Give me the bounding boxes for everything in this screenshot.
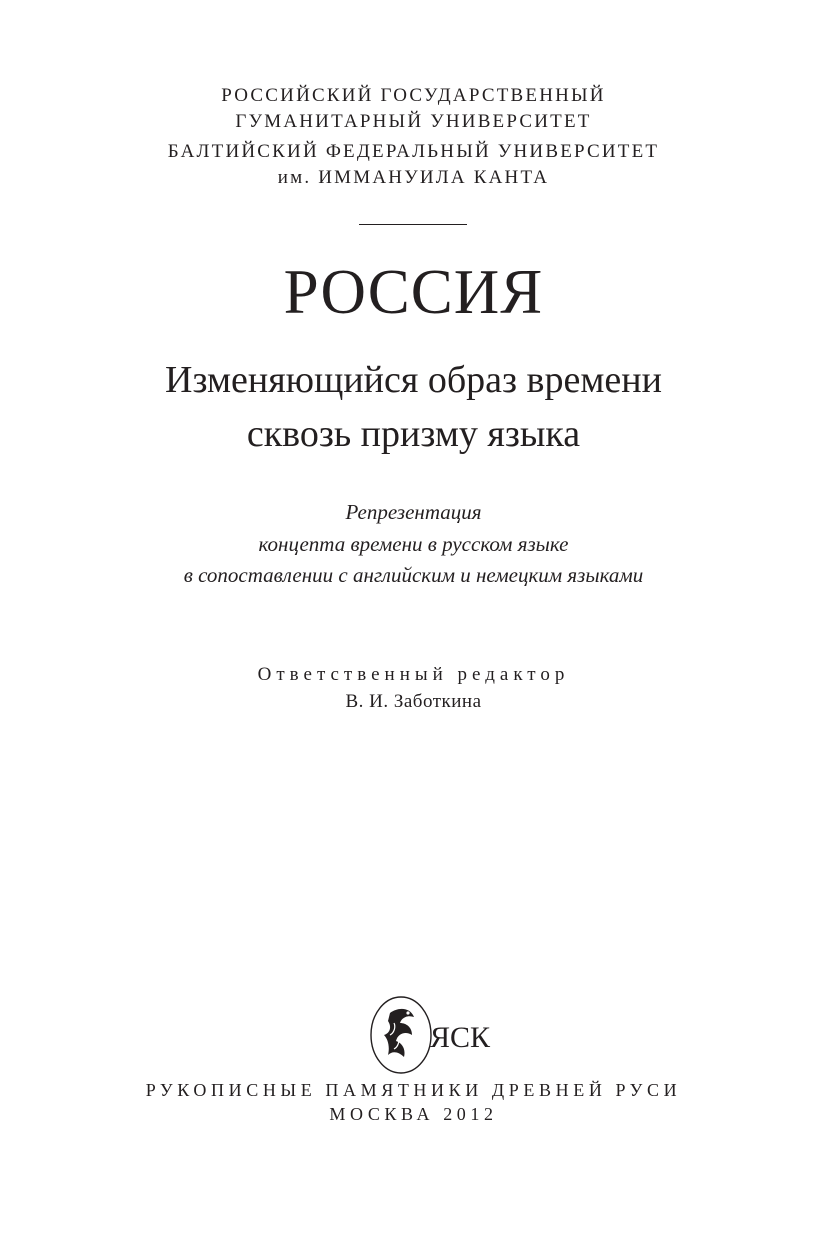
institution-line-2: ГУМАНИТАРНЫЙ УНИВЕРСИТЕТ	[235, 111, 592, 132]
subtitle-line-1: Изменяющийся образ времени	[165, 359, 662, 401]
description-line-3: в сопоставлении с английским и немецким языками	[183, 563, 644, 587]
subtitle-line-2: сквозь призму языка	[246, 413, 581, 455]
divider-rule	[359, 224, 467, 225]
description-line-1: Репрезентация	[345, 500, 482, 524]
svg-text:ЯСК: ЯСК	[430, 1021, 491, 1054]
institution-line-3: БАЛТИЙСКИЙ ФЕДЕРАЛЬНЫЙ УНИВЕРСИТЕТ	[167, 141, 660, 162]
book-title: РОССИЯ	[283, 257, 544, 327]
institution-line-4: им. ИММАНУИЛА КАНТА	[277, 167, 550, 188]
publisher-bird-emblem-icon	[368, 993, 491, 1077]
description-line-2: концепта времени в русском языке	[258, 532, 569, 556]
editor-name: В. И. Заботкина	[345, 691, 482, 712]
editor-role: Ответственный редактор	[257, 664, 570, 685]
institution-line-1: РОССИЙСКИЙ ГОСУДАРСТВЕННЫЙ	[221, 85, 606, 106]
publisher-logo	[368, 993, 491, 1077]
publisher-name: РУКОПИСНЫЕ ПАМЯТНИКИ ДРЕВНЕЙ РУСИ	[145, 1080, 682, 1100]
publisher-city-year: МОСКВА 2012	[329, 1104, 498, 1124]
